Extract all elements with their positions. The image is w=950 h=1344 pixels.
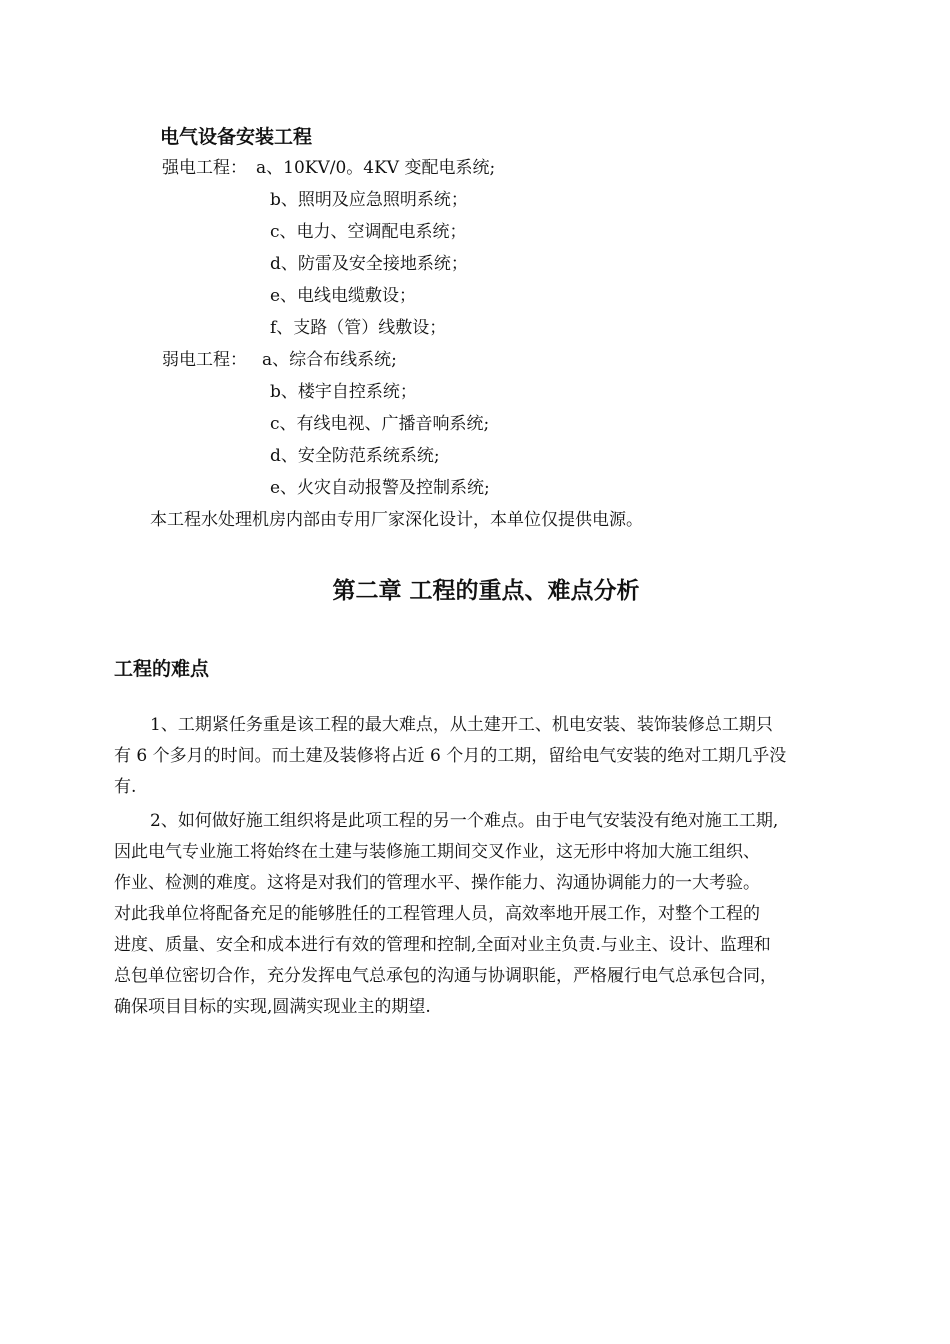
- list-item: e、电线电缆敷设；: [270, 286, 417, 306]
- list-item: a、综合布线系统;: [262, 350, 397, 370]
- paragraph-line: 因此电气专业施工将始终在土建与装修施工期间交叉作业，这无形中将加大施工组织、: [114, 842, 760, 862]
- paragraph-line: 2、如何做好施工组织将是此项工程的另一个难点。由于电气安装没有绝对施工工期,: [150, 811, 779, 831]
- paragraph-line: 进度、质量、安全和成本进行有效的管理和控制,全面对业主负责.与业主、设计、监理和: [114, 935, 771, 955]
- list-item: c、电力、空调配电系统；: [270, 222, 467, 242]
- paragraph-line: 确保项目目标的实现,圆满实现业主的期望.: [114, 997, 431, 1017]
- section-heading-electrical: 电气设备安装工程: [160, 126, 313, 148]
- weak-current-label: 弱电工程：: [162, 350, 247, 370]
- paragraph-line: 作业、检测的难度。这将是对我们的管理水平、操作能力、沟通协调能力的一大考验。: [114, 873, 760, 893]
- subsection-heading-difficulties: 工程的难点: [114, 658, 210, 680]
- note-paragraph: 本工程水处理机房内部由专用厂家深化设计，本单位仅提供电源。: [150, 510, 643, 530]
- paragraph-line: 1、工期紧任务重是该工程的最大难点，从土建开工、机电安装、装饰装修总工期只: [150, 715, 773, 735]
- paragraph-line: 有 6 个多月的时间。而土建及装修将占近 6 个月的工期，留给电气安装的绝对工期几乎没: [114, 746, 787, 766]
- list-item: f、支路（管）线敷设；: [270, 318, 447, 338]
- list-item: b、楼宇自控系统；: [270, 382, 417, 402]
- chapter-title: 第二章 工程的重点、难点分析: [332, 578, 640, 604]
- paragraph-line: 有.: [114, 777, 137, 797]
- list-item: a、10KV/0。4KV 变配电系统;: [256, 158, 496, 178]
- list-item: d、安全防范系统系统;: [270, 446, 440, 466]
- strong-current-label: 强电工程：: [162, 158, 247, 178]
- list-item: d、防雷及安全接地系统；: [270, 254, 468, 274]
- list-item: c、有线电视、广播音响系统;: [270, 414, 490, 434]
- list-item: e、火灾自动报警及控制系统;: [270, 478, 490, 498]
- paragraph-line: 对此我单位将配备充足的能够胜任的工程管理人员，高效率地开展工作，对整个工程的: [114, 904, 760, 924]
- paragraph-line: 总包单位密切合作，充分发挥电气总承包的沟通与协调职能，严格履行电气总承包合同，: [114, 966, 777, 986]
- list-item: b、照明及应急照明系统；: [270, 190, 468, 210]
